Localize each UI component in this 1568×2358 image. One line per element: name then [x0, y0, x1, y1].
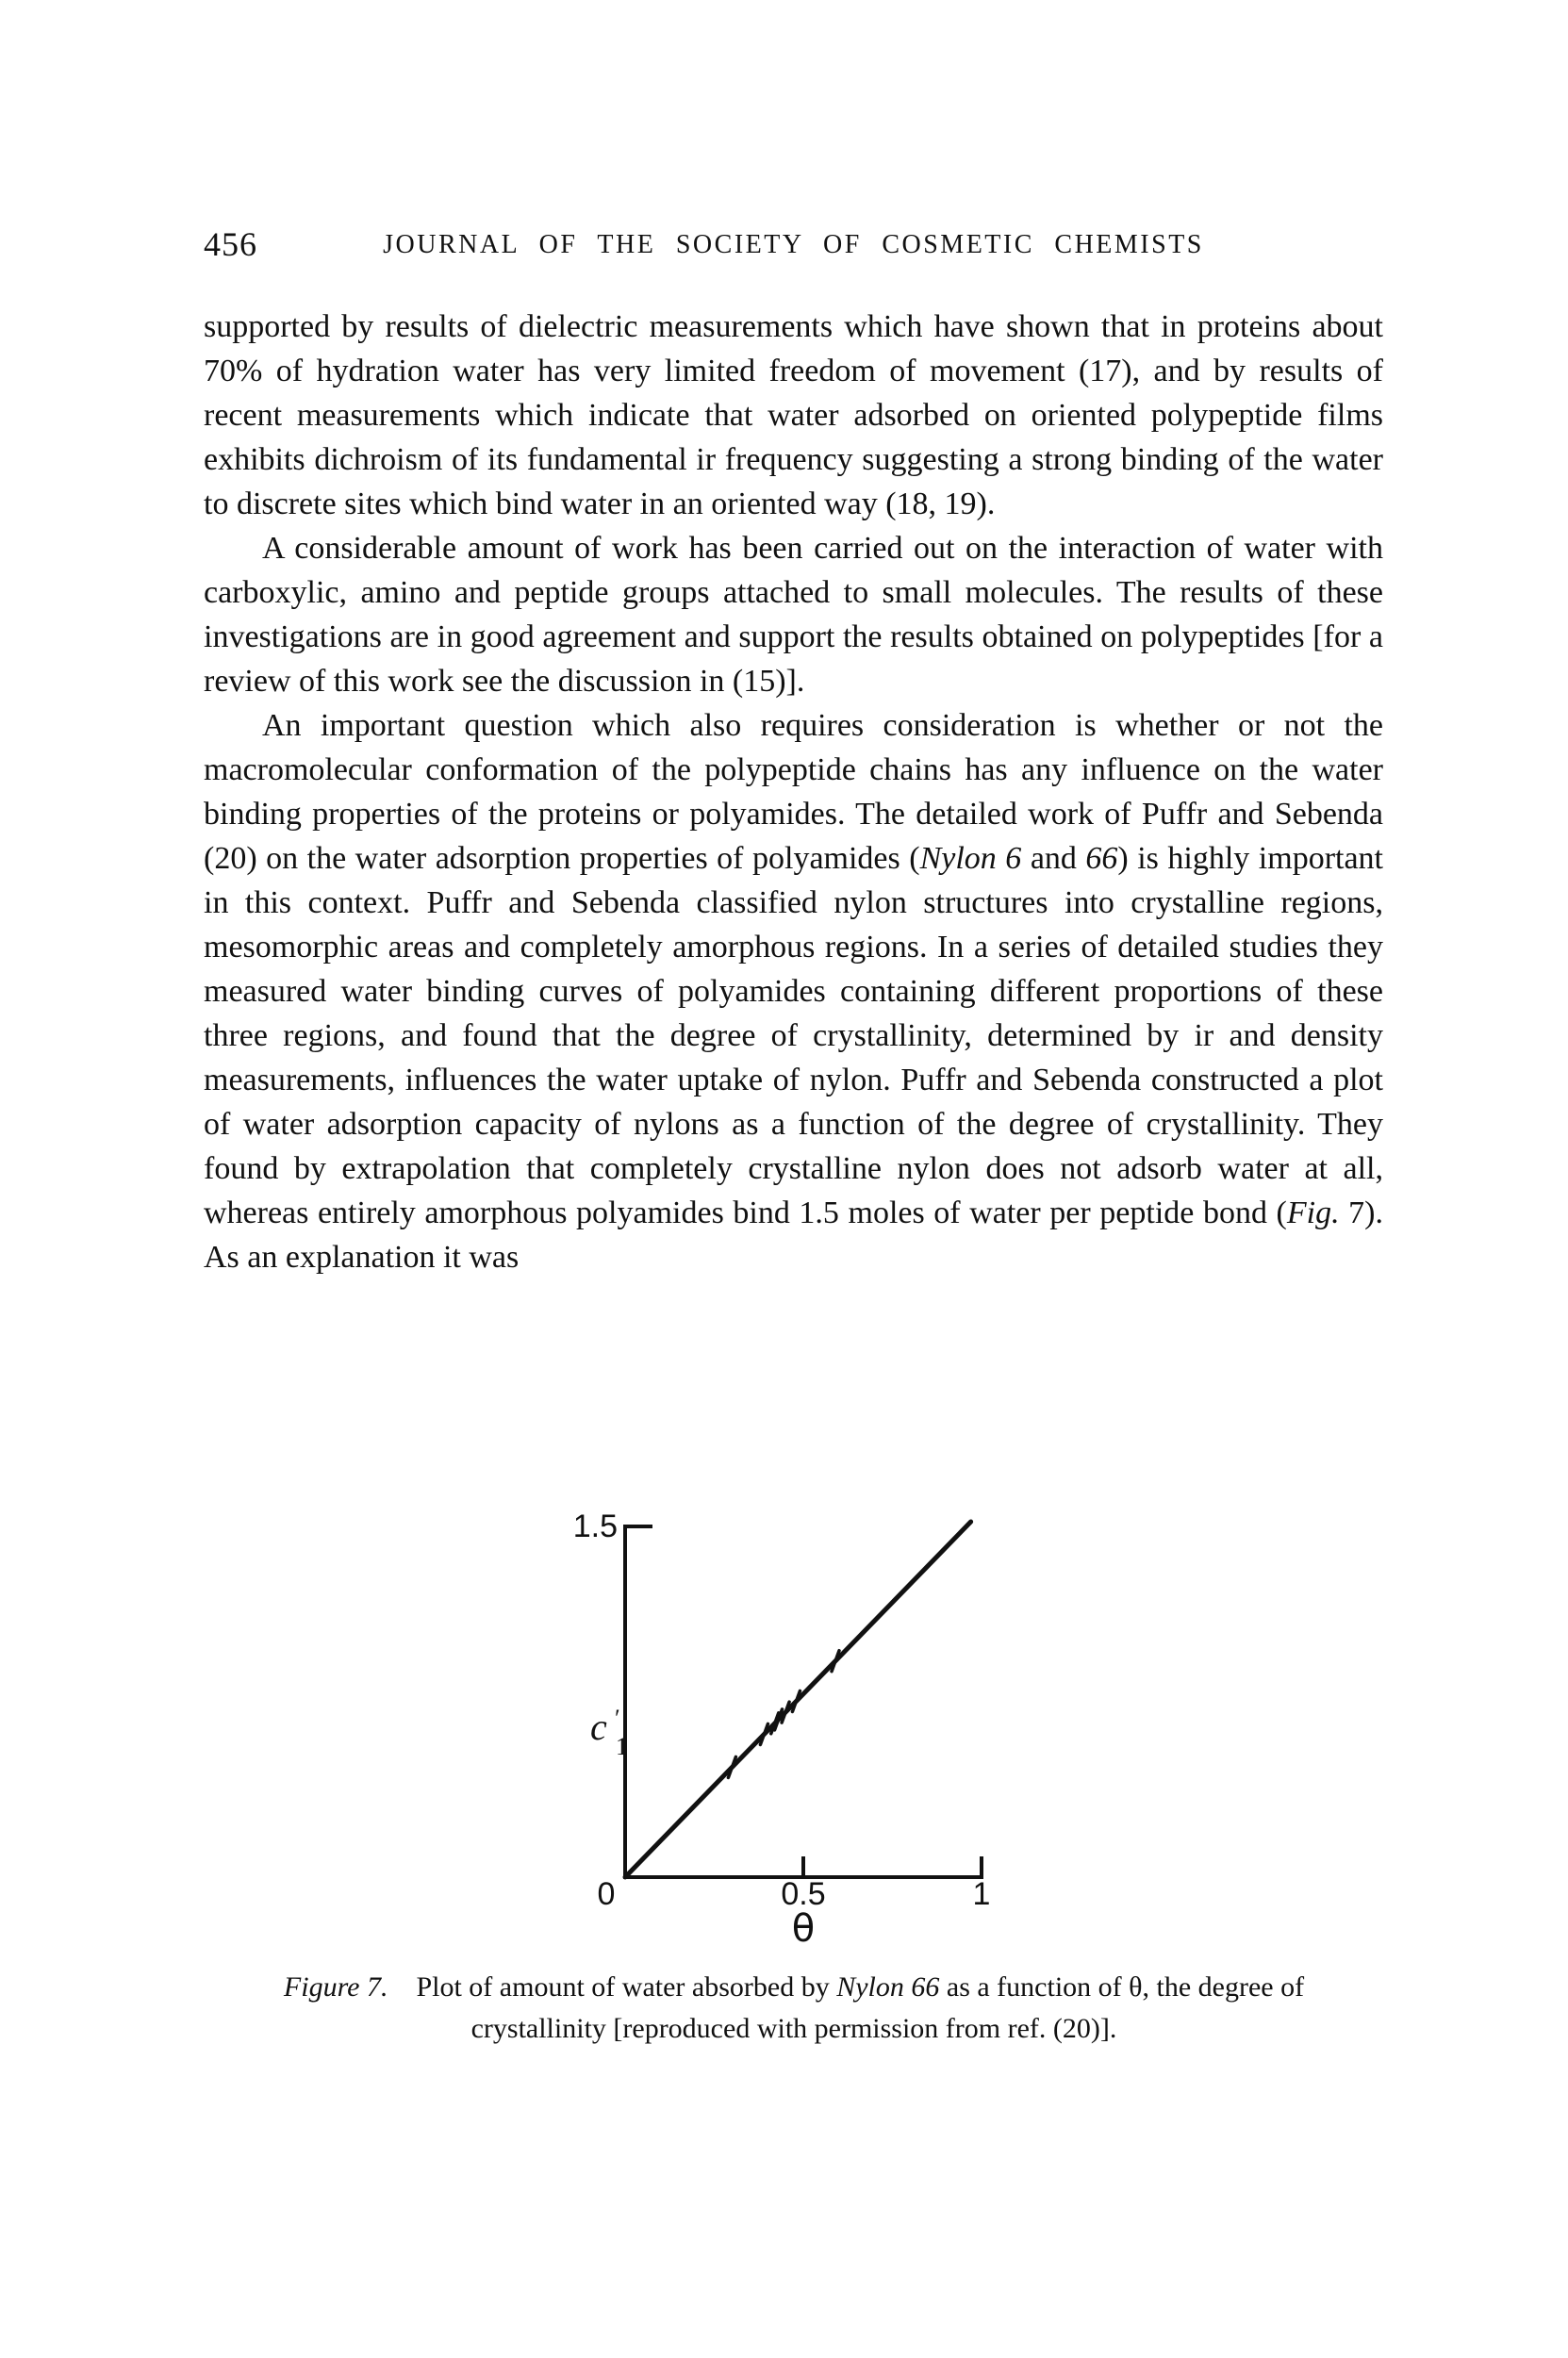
- svg-text:c: c: [590, 1706, 607, 1748]
- paragraph-3: An important question which also requires consideration is whether or not the macromolecular conformation of the polypeptide chains has any influence on the water binding properties of the proteins or polyamides. The detailed work of Puffr and Sebenda (20) on the water adsorption properties of polyamides (Nylon 6 and 66) is highly important in this context. Puffr and Sebenda classified nylon structures into crystalline regions, mesomorphic areas and completely amorphous regions. In a series of detailed studies they measured water binding curves of polyamides containing different proportions of these three regions, and found that the degree of crystallinity, determined by ir and density measurements, influences the water uptake of nylon. Puffr and Sebenda constructed a plot of water adsorption capacity of nylons as a function of the degree of crystallinity. They found by extrapolation that completely crystalline nylon does not adsorb water at all, whereas entirely amorphous polyamides bind 1.5 moles of water per peptide bond (Fig. 7). As an explanation it was: [204, 708, 1384, 1275]
- page-number: 456: [204, 225, 257, 263]
- page-header: [204, 224, 1383, 268]
- svg-text:1: 1: [972, 1876, 991, 1912]
- figure-plot-svg: [566, 1502, 1009, 1973]
- svg-text:0: 0: [597, 1876, 616, 1912]
- svg-text:θ: θ: [791, 1907, 816, 1951]
- svg-text:1: 1: [616, 1733, 628, 1760]
- paragraph-2: A considerable amount of work has been carried out on the interaction of water with carboxylic, amino and peptide groups attached to small molecules. The results of these investigations are in good agreement and support the results obtained on polypeptides [for a review of this work see the discussion in (15)].: [204, 531, 1383, 699]
- figure-7: [566, 1502, 1009, 1973]
- journal-title: JOURNAL OF THE SOCIETY OF COSMETIC CHEMISTS: [383, 230, 1204, 259]
- svg-text:0.5: 0.5: [781, 1876, 826, 1912]
- paragraph-1: supported by results of dielectric measurements which have shown that in proteins about 70% of hydration water has very limited freedom of movement (17), and by results of recent measurements which indicate that water adsorbed on oriented polypeptide films exhibits dichroism of its fundamental ir frequency suggesting a strong binding of the water to discrete sites which bind water in an oriented way (18, 19).: [204, 309, 1383, 521]
- figure-caption: Figure 7. Plot of amount of water absorbed by Nylon 66 as a function of θ, the degree of crystallinity [reproduced with permission from ref. (20)].: [283, 1971, 1305, 2044]
- svg-text:′: ′: [615, 1705, 620, 1732]
- article-body: [204, 305, 1383, 1279]
- svg-text:1.5: 1.5: [572, 1509, 618, 1544]
